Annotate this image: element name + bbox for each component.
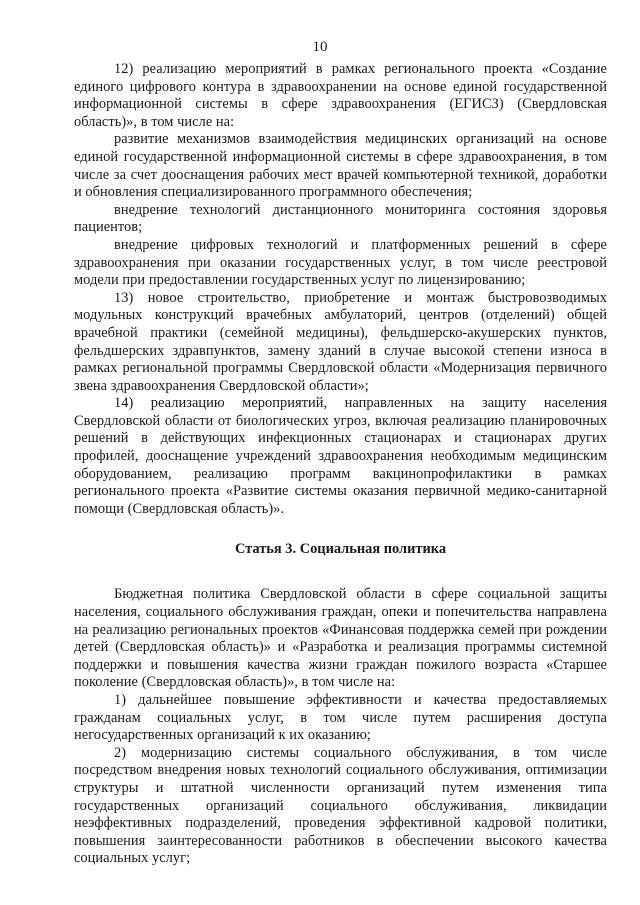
paragraph-item-13: 13) новое строительство, приобретение и монтаж быстровозводимых модульных конструкций врачебных амбулаторий, центров (отделений) общей врачебной практики (семейной медицины), фельдшерско-акушерских пунктов, фельдшерских здравпунктов, замену зданий в случае высокой степени износа в рамках региональной программы Свердловской области «Модернизация первичного звена здравоохранения Свердловской области»; [74,289,607,394]
paragraph-subitem-monitoring: внедрение технологий дистанционного мониторинга состояния здоровья пациентов; [74,201,607,236]
paragraph-item-14: 14) реализацию мероприятий, направленных на защиту населения Свердловской области от биологических угроз, включая реализацию планировочных решений в действующих инфекционных стационарах и стационарах других профилей, дооснащение учреждений здравоохранения необходимым медицинским оборудованием, реализацию программ вакцинопрофилактики в рамках регионального проекта «Развитие системы оказания первичной медико-санитарной помощи (Свердловская область)». [74,395,607,517]
page-number: 10 [312,39,328,55]
paragraph-item-2: 2) модернизацию системы социального обслуживания, в том числе посредством внедрения новых технологий социального обслуживания, оптимизации структуры и штатной численности организаций путем изменения типа государственных организаций социального обслуживания, ликвидации неэффективных подразделений, проведения эффективной кадровой политики, повышения заинтересованности работников в обеспечении высокого качества социальных услуг; [74,744,607,867]
paragraph-social-policy-intro: Бюджетная политика Свердловской области в сфере социальной защиты населения, социального обслуживания граждан, опеки и попечительства направлена на реализацию региональных проектов «Финансовая поддержка семей при рождении детей (Свердловская область)» и «Разработка и реализация программы системной поддержки и повышения качества жизни граждан пожилого возраста «Старшее поколение (Свердловская область)», в том числе на: [74,586,607,691]
paragraph-subitem-interaction: развитие механизмов взаимодействия медицинских организаций на основе единой государственной информационной системы в сфере здравоохранения, в том числе за счет дооснащения рабочих мест врачей компьютерной техникой, доработки и обновления специализированного программного обеспечения; [74,131,607,201]
document-body [74,61,607,868]
paragraph-subitem-digital: внедрение цифровых технологий и платформенных решений в сфере здравоохранения при оказании государственных услуг, в том числе реестровой модели при предоставлении государственных услуг по лицензированию; [74,236,607,289]
paragraph-item-12: 12) реализацию мероприятий в рамках регионального проекта «Создание единого цифрового контура в здравоохранении на основе единой государственной информационной системы в сфере здравоохранения (ЕГИСЗ) (Свердловская область)», в том числе на: [74,61,607,130]
paragraph-item-1: 1) дальнейшее повышение эффективности и качества предоставляемых гражданам социальных услуг, в том числе путем расширения доступа негосударственных организаций к их оказанию; [74,692,607,744]
article-heading: Статья 3. Социальная политика [234,541,447,558]
